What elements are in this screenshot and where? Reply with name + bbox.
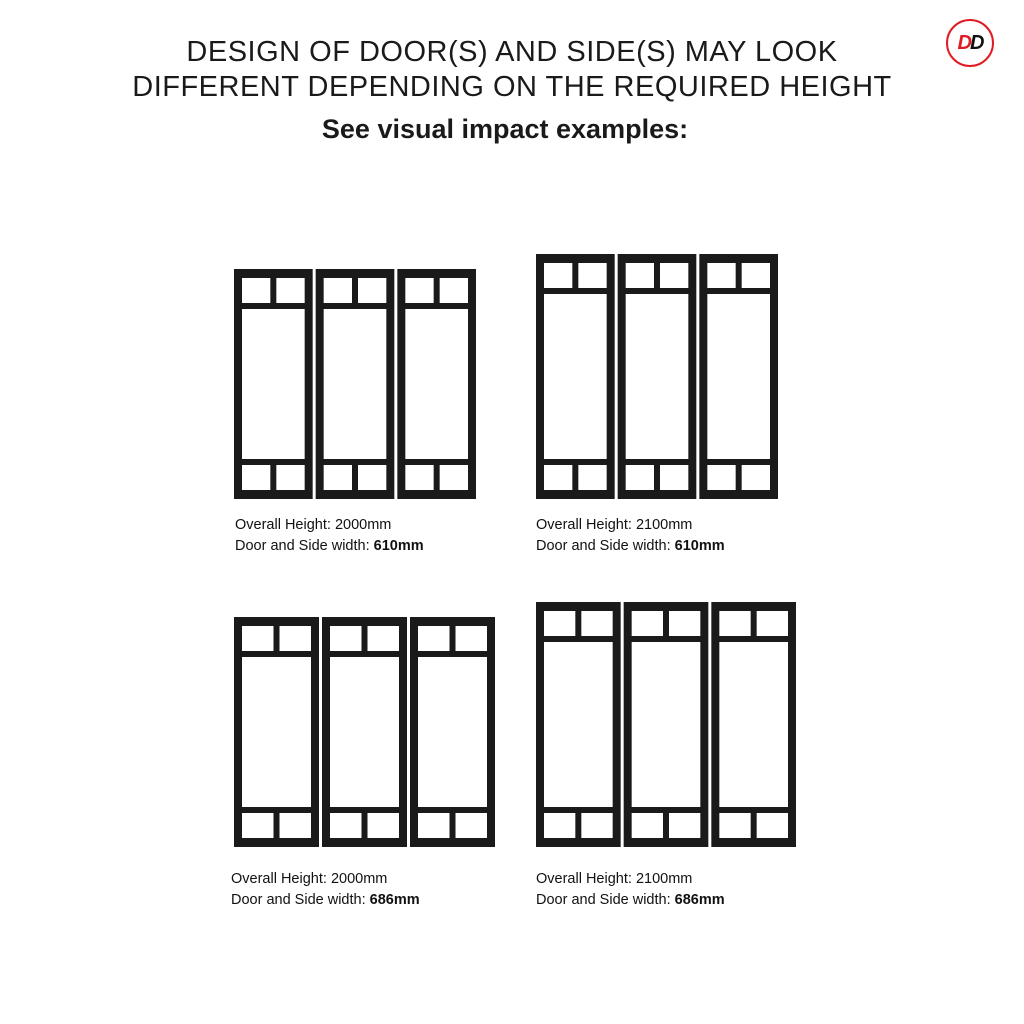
glass-pane [242,657,311,807]
door-set-illustration [536,602,796,847]
glass-pane [707,294,770,459]
glass-pane [405,465,433,490]
door-unit-example-2 [536,254,778,499]
glass-pane [456,626,488,651]
glass-pane [544,813,575,838]
overall-height-line: Overall Height: 2000mm [235,517,392,533]
glass-pane [324,465,352,490]
glass-pane [440,465,468,490]
example-3-caption [231,869,420,911]
glass-pane [405,278,433,303]
glass-pane [719,642,788,807]
glass-pane [418,657,487,807]
glass-pane [757,813,788,838]
glass-pane [669,611,700,636]
overall-height-line: Overall Height: 2100mm [536,517,693,533]
glass-pane [719,813,750,838]
glass-pane [544,465,572,490]
glass-pane [242,278,270,303]
glass-pane [660,465,688,490]
glass-pane [742,263,770,288]
glass-pane [626,294,689,459]
glass-pane [544,642,613,807]
glass-pane [544,294,607,459]
glass-pane [242,813,274,838]
glass-pane [626,465,654,490]
example-4-caption [536,869,725,911]
glass-pane [358,278,386,303]
heading-line-1: DESIGN OF DOOR(S) AND SIDE(S) MAY LOOK [186,36,838,68]
glass-pane [578,465,606,490]
door-set-illustration [536,254,778,499]
door-side-width-line: Door and Side width: 686mm [536,892,725,908]
door-set-illustration [234,269,476,499]
glass-pane [368,626,400,651]
glass-pane [626,263,654,288]
glass-pane [632,611,663,636]
example-1-caption [235,515,424,557]
glass-pane [669,813,700,838]
glass-pane [242,626,274,651]
door-side-width-line: Door and Side width: 610mm [235,538,424,554]
glass-pane [368,813,400,838]
glass-pane [440,278,468,303]
glass-pane [418,626,450,651]
door-set-illustration [234,617,495,847]
glass-pane [581,611,612,636]
door-unit-example-4 [536,602,796,847]
glass-pane [757,611,788,636]
glass-pane [544,611,575,636]
glass-pane [707,465,735,490]
glass-pane [581,813,612,838]
glass-pane [707,263,735,288]
subtitle: See visual impact examples: [321,114,689,144]
glass-pane [324,309,387,459]
glass-pane [358,465,386,490]
door-side-width-line: Door and Side width: 610mm [536,538,725,554]
glass-pane [276,278,304,303]
glass-pane [330,813,362,838]
glass-pane [742,465,770,490]
glass-pane [719,611,750,636]
door-unit-example-1 [234,269,476,499]
heading-line-2: DIFFERENT DEPENDING ON THE REQUIRED HEIGHT [132,71,892,103]
overall-height-line: Overall Height: 2000mm [231,871,388,887]
glass-pane [276,465,304,490]
brand-logo: DD [946,19,994,67]
glass-pane [632,642,701,807]
glass-pane [330,626,362,651]
glass-pane [280,813,312,838]
overall-height-line: Overall Height: 2100mm [536,871,693,887]
glass-pane [280,626,312,651]
example-2-caption [536,515,725,557]
glass-pane [330,657,399,807]
glass-pane [324,278,352,303]
glass-pane [632,813,663,838]
glass-pane [405,309,468,459]
glass-pane [242,465,270,490]
door-unit-example-3 [234,617,495,847]
glass-pane [578,263,606,288]
glass-pane [456,813,488,838]
glass-pane [544,263,572,288]
glass-pane [242,309,305,459]
glass-pane [660,263,688,288]
glass-pane [418,813,450,838]
door-side-width-line: Door and Side width: 686mm [231,892,420,908]
